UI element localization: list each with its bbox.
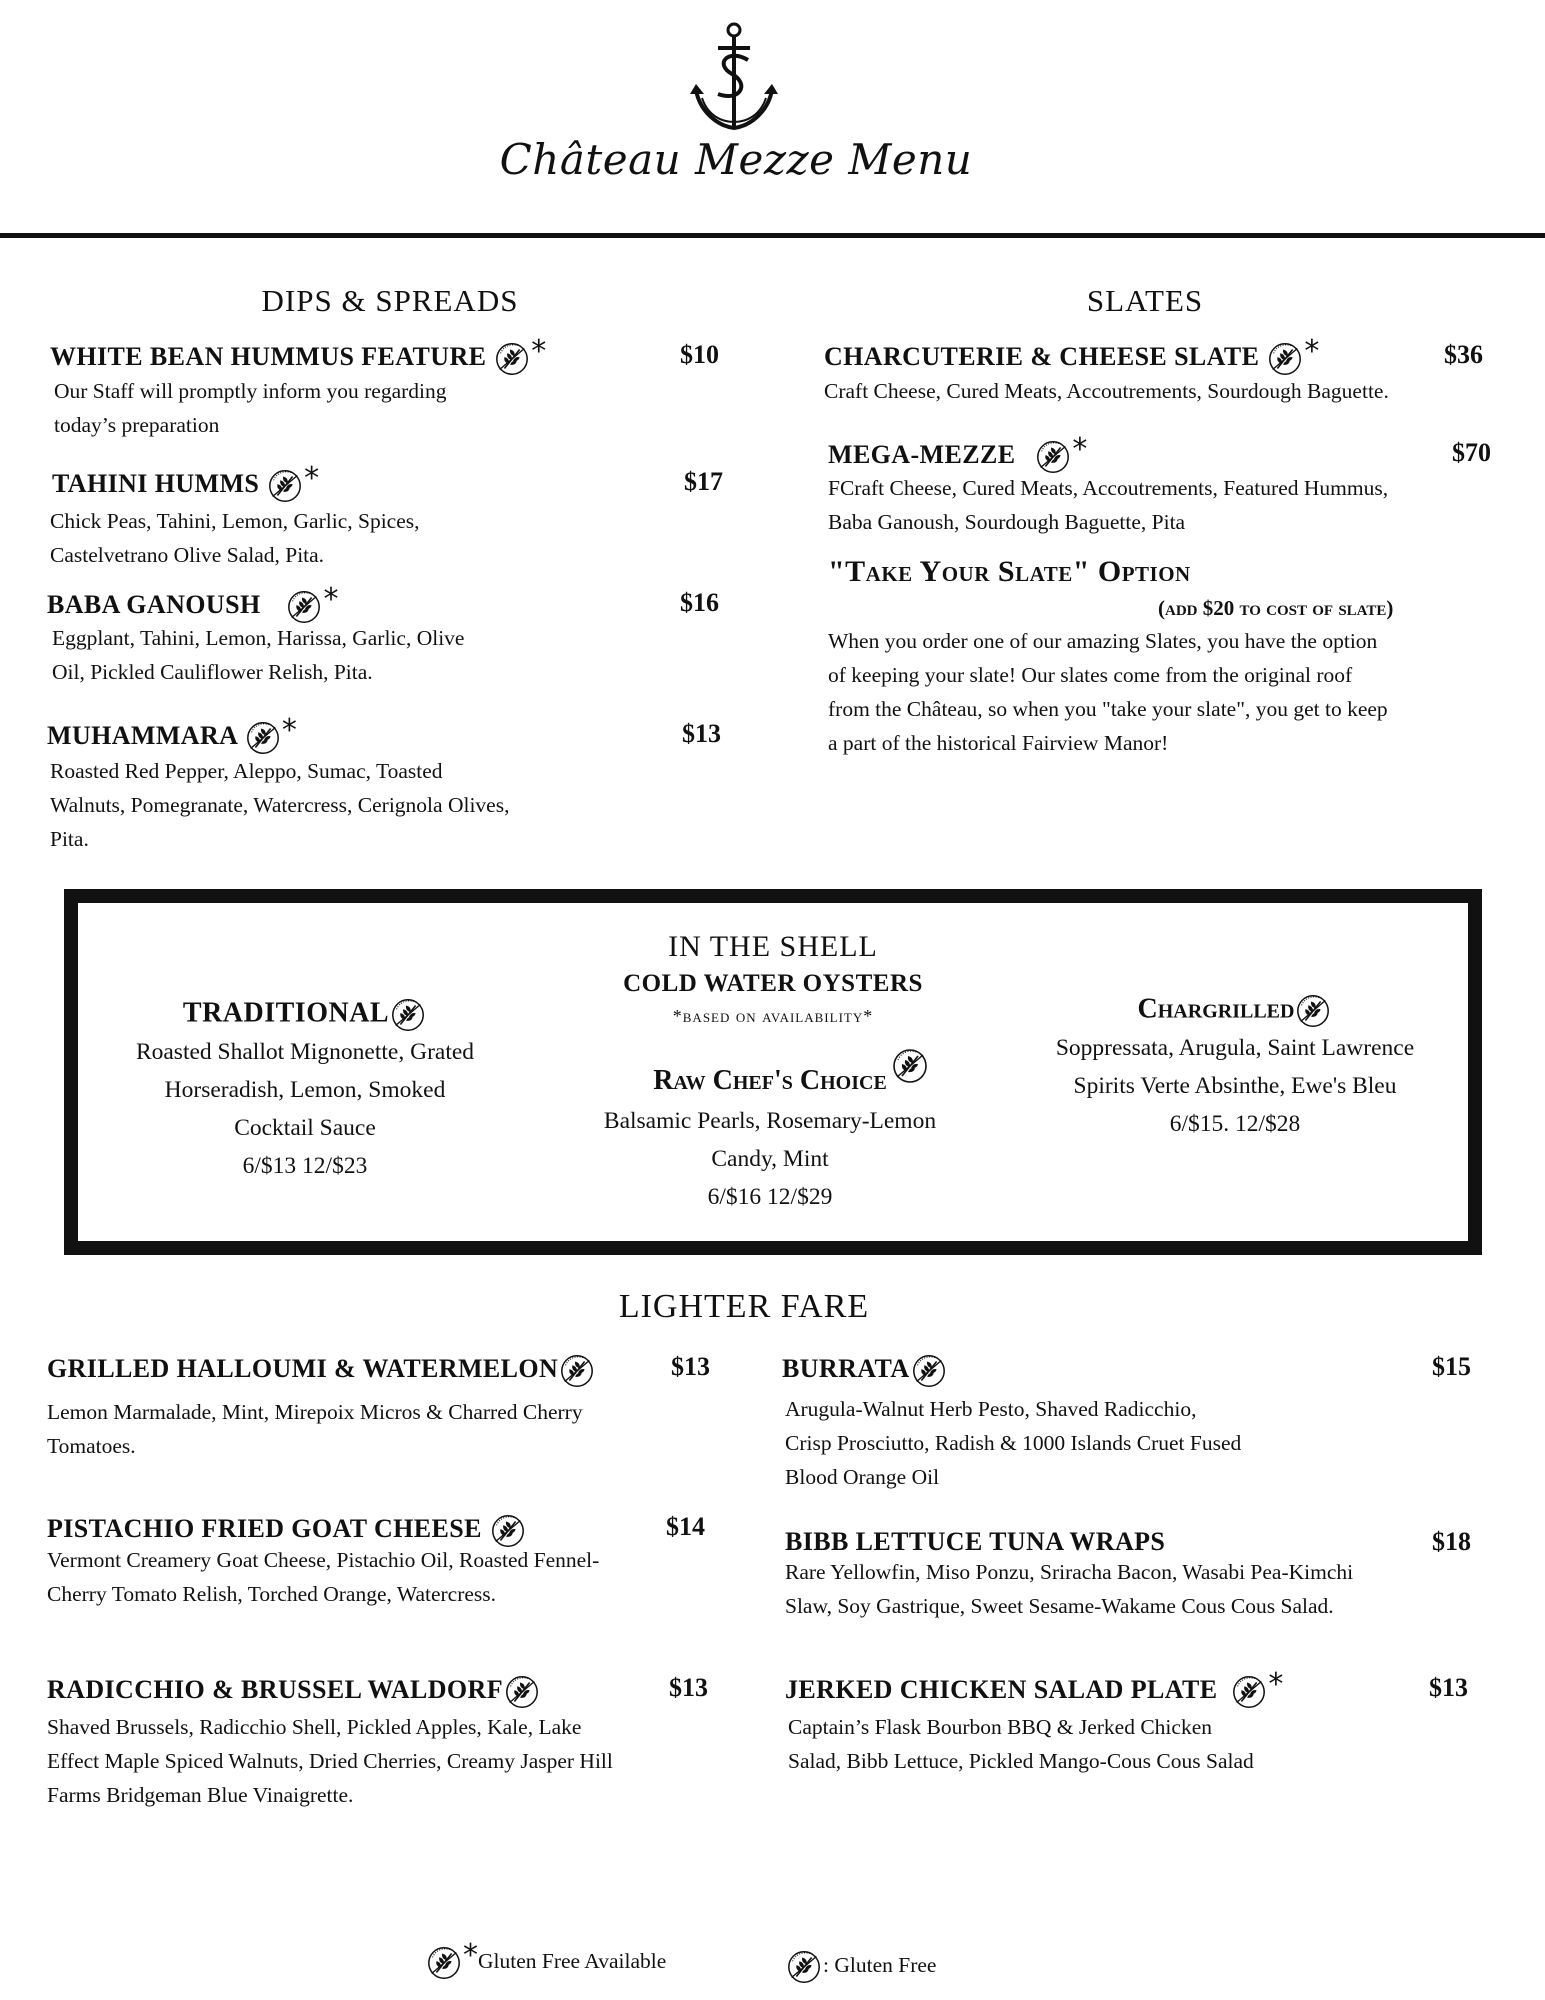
gluten-free-icon [389,996,427,1034]
dish-description: Arugula-Walnut Herb Pesto, Shaved Radicchio, Crisp Prosciutto, Radish & 1000 Islands Cruet Fused Blood Orange Oil [785,1397,1242,1489]
dish-name: GRILLED HALLOUMI & WATERMELON [47,1352,596,1390]
anchor-logo-icon [688,20,780,136]
section-title-lighter-fare: LIGHTER FARE [618,1288,870,1325]
dish-name: PISTACHIO FRIED GOAT CHEESE [47,1512,527,1550]
dish-name: MUHAMMARA * [47,719,297,757]
dish-description: Our Staff will promptly inform you regarding today’s preparation [54,379,447,437]
shell-subtitle: COLD WATER OYSTERS [623,970,923,997]
gluten-free-icon [1294,992,1332,1030]
dish-description: Craft Cheese, Cured Meats, Accoutrements, Sourdough Baguette. [824,379,1389,403]
dish-name: BABA GANOUSH * [47,588,339,626]
header-divider [0,233,1545,238]
dish-price: $10 [680,340,719,369]
gluten-free-icon [1266,340,1304,378]
dish-name: TAHINI HUMMS * [52,467,320,505]
section-title-shell: IN THE SHELL [668,930,878,963]
oyster-description: Soppressata, Arugula, Saint Lawrence Spirits Verte Absinthe, Ewe's Bleu 6/$15. 12/$28 [1055,1035,1415,1137]
availability-note: *based on availability* [672,1006,874,1026]
dish-price: $13 [682,719,721,748]
dish-description: Vermont Creamery Goat Cheese, Pistachio Oil, Roasted Fennel- Cherry Tomato Relish, Torched Orange, Watercress. [47,1548,600,1606]
dish-name: BIBB LETTUCE TUNA WRAPS [785,1527,1166,1556]
legend-gluten-free-available: *Gluten Free Available [425,1944,666,1982]
dish-price: $13 [1429,1673,1468,1702]
legend-gluten-free: : Gluten Free [785,1948,936,1986]
gluten-free-icon [890,1046,930,1086]
gluten-free-icon [493,340,531,378]
dish-description: Rare Yellowfin, Miso Ponzu, Sriracha Bacon, Wasabi Pea-Kimchi Slaw, Soy Gastrique, Sweet Sesame-Wakame Cous Cous Salad. [785,1560,1354,1618]
section-title-slates: SLATES [1086,283,1204,318]
dish-description: Shaved Brussels, Radicchio Shell, Pickled Apples, Kale, Lake Effect Maple Spiced Walnuts, Dried Cherries, Creamy Jasper Hill Farms Bridgeman Blue Vinaigrette. [47,1715,613,1807]
dish-name: JERKED CHICKEN SALAD PLATE * [785,1673,1284,1711]
dish-price: $36 [1444,340,1483,369]
oyster-name-traditional: TRADITIONAL [100,996,510,1034]
gluten-free-icon [266,467,304,505]
gluten-free-icon [1230,1673,1268,1711]
dish-price: $14 [666,1512,705,1541]
dish-description: Lemon Marmalade, Mint, Mirepoix Micros & Charred Cherry Tomatoes. [47,1400,583,1458]
take-your-slate-description: When you order one of our amazing Slates, you have the option of keeping your slate! Our slates come from the original roof from the Château, so when you "take your slate", you get to keep a part of the historical Fairview Manor! [828,629,1388,755]
page-title: Château Mezze Menu [499,135,973,184]
dish-description: Captain’s Flask Bourbon BBQ & Jerked Chicken Salad, Bibb Lettuce, Pickled Mango-Cous Cous Salad [788,1715,1254,1773]
take-your-slate-title: "Take Your Slate" Option [828,555,1191,588]
gluten-free-icon [558,1352,596,1390]
gluten-free-icon [503,1673,541,1711]
dish-description: Roasted Red Pepper, Aleppo, Sumac, Toasted Walnuts, Pomegranate, Watercress, Cerignola Olives, Pita. [50,759,510,851]
dish-name: CHARCUTERIE & CHEESE SLATE * [824,340,1320,378]
dish-price: $13 [671,1352,710,1381]
dish-name: RADICCHIO & BRUSSEL WALDORF [47,1673,541,1711]
dish-price: $15 [1432,1352,1471,1381]
oyster-description: Balsamic Pearls, Rosemary-Lemon Candy, Mint 6/$16 12/$29 [603,1108,937,1210]
dish-description: FCraft Cheese, Cured Meats, Accoutrements, Featured Hummus, Baba Ganoush, Sourdough Baguette, Pita [828,476,1389,534]
dish-price: $16 [680,588,719,617]
dish-description: Eggplant, Tahini, Lemon, Harissa, Garlic, Olive Oil, Pickled Cauliflower Relish, Pita. [52,626,465,684]
dish-price: $13 [669,1673,708,1702]
dish-price: $17 [684,467,723,496]
dish-price: $70 [1452,438,1491,467]
dish-name: WHITE BEAN HUMMUS FEATURE * [50,340,547,378]
dish-price: $18 [1432,1527,1471,1556]
section-title-dips: DIPS & SPREADS [261,283,519,318]
oyster-name-chargrilled: Chargrilled [1010,992,1460,1030]
dish-name: MEGA-MEZZE * [828,438,1088,476]
gluten-free-icon [910,1352,948,1390]
dish-name: BURRATA [782,1352,948,1390]
gluten-free-icon [425,1944,463,1982]
oyster-name-raw-chefs-choice: Raw Chef's Choice [653,1065,887,1096]
gluten-free-icon [244,719,282,757]
take-your-slate-note: (add $20 to cost of slate) [1158,596,1394,620]
dish-description: Chick Peas, Tahini, Lemon, Garlic, Spices, Castelvetrano Olive Salad, Pita. [50,509,420,567]
gluten-free-icon [785,1948,823,1986]
oyster-description: Roasted Shallot Mignonette, Grated Horseradish, Lemon, Smoked Cocktail Sauce 6/$13 12/$23 [135,1039,475,1179]
